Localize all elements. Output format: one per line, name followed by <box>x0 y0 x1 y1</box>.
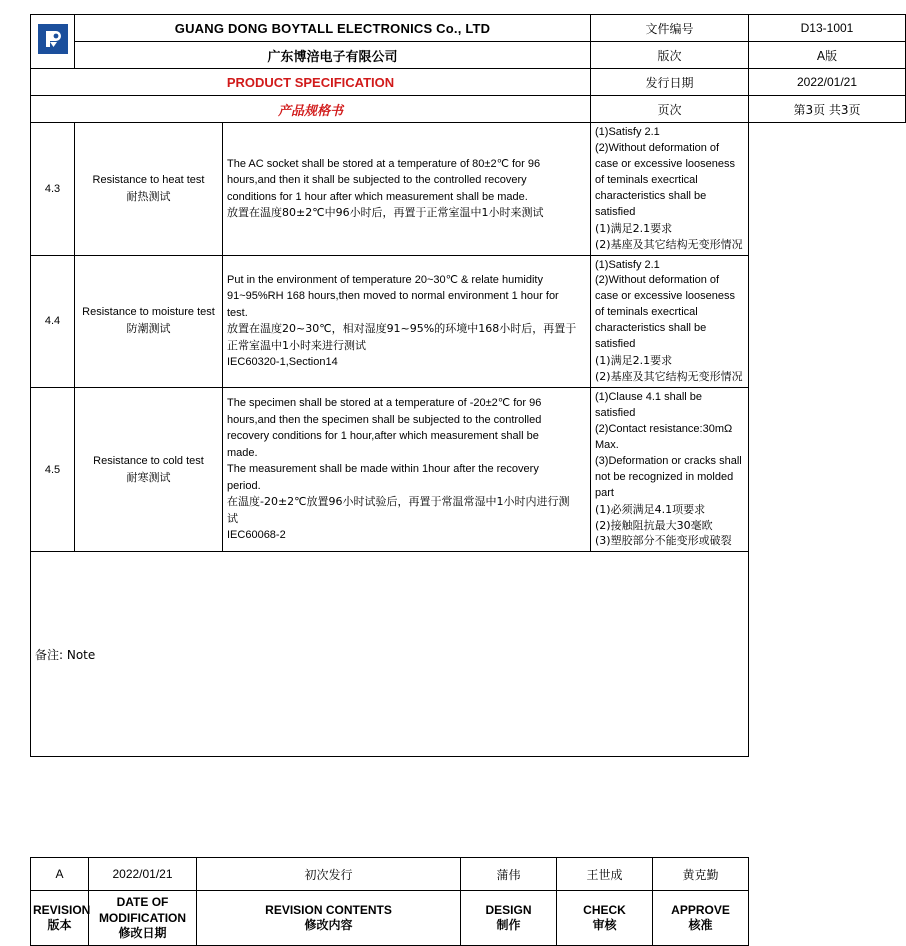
desc-line: recovery conditions for 1 hour,after which measurement shall be <box>227 430 539 443</box>
field-value-3: 第3页 共3页 <box>749 96 906 123</box>
row-item-en: Resistance to moisture test <box>82 306 215 319</box>
note-label: 备注: Note <box>31 552 749 757</box>
desc-line: hours,and then it shall be subjected to the controlled recovery <box>227 174 527 187</box>
row-description <box>223 123 591 256</box>
document-title-en: PRODUCT SPECIFICATION <box>31 69 591 96</box>
desc-line: period. <box>227 479 261 492</box>
revision-label <box>31 891 89 946</box>
specification-table <box>30 14 906 757</box>
desc-line-cn: 放置在温度20~30℃，相对湿度91~95%的环境中168小时后，再置于 <box>227 322 577 336</box>
approve-label <box>653 891 749 946</box>
document-title-cn: 产品规格书 <box>31 96 591 123</box>
req-line: of teminals execrtical <box>595 306 698 319</box>
desc-line: 91~95%RH 168 hours,then moved to normal environment 1 hour for <box>227 290 559 303</box>
field-label-0: 文件编号 <box>591 15 749 42</box>
contents-value: 初次发行 <box>197 858 461 891</box>
desc-line-standard: IEC60320-1,Section14 <box>227 356 338 369</box>
row-item-cn: 耐寒测试 <box>126 470 171 484</box>
req-line: (1)Satisfy 2.1 <box>595 126 660 138</box>
desc-line-standard: IEC60068-2 <box>227 529 286 542</box>
check-value: 王世成 <box>557 858 653 891</box>
company-logo-cell <box>31 15 75 69</box>
req-line: (3)Deformation or cracks shall <box>595 454 742 467</box>
row-requirement <box>591 255 749 388</box>
field-value-1: A版 <box>749 42 906 69</box>
header-row-4 <box>31 96 906 123</box>
approve-label-en: APPROVE <box>671 902 730 917</box>
req-line: satisfied <box>595 338 636 351</box>
row-item-en: Resistance to heat test <box>92 173 205 186</box>
desc-line-cn: 试 <box>227 511 238 525</box>
req-line: case or excessive looseness <box>595 290 736 303</box>
req-line: (1)Satisfy 2.1 <box>595 258 660 271</box>
row-description <box>223 255 591 388</box>
row-item <box>75 388 223 552</box>
row-number: 4.5 <box>31 388 75 552</box>
row-item-cn: 防潮测试 <box>126 322 171 336</box>
req-line: characteristics shall be <box>595 189 707 202</box>
req-line: (2)Without deformation of <box>595 141 720 154</box>
row-description <box>223 388 591 552</box>
req-line: (2)Without deformation of <box>595 274 720 287</box>
desc-line: test. <box>227 306 248 319</box>
approve-value: 黄克勤 <box>653 858 749 891</box>
table-row <box>31 255 906 388</box>
revision-footer-table <box>30 857 749 946</box>
company-name-cn: 广东博涪电子有限公司 <box>75 42 591 69</box>
desc-line: made. <box>227 446 258 459</box>
row-number: 4.3 <box>31 123 75 256</box>
field-value-2: 2022/01/21 <box>749 69 906 96</box>
req-line-cn: (2)基座及其它结构无变形情况 <box>595 370 743 384</box>
desc-line: The specimen shall be stored at a temperature of -20±2℃ for 96 <box>227 397 542 410</box>
req-line-cn: (3)塑胶部分不能变形或破裂 <box>595 534 732 548</box>
req-line-cn: (2)接触阻抗最大30毫欧 <box>595 518 713 532</box>
contents-label-en: REVISION CONTENTS <box>265 902 392 917</box>
req-line-cn: (2)基座及其它结构无变形情况 <box>595 237 743 251</box>
field-label-2: 发行日期 <box>591 69 749 96</box>
company-name-en: GUANG DONG BOYTALL ELECTRONICS Co., LTD <box>75 15 591 42</box>
approve-label-cn: 核准 <box>688 918 713 933</box>
header-row-1 <box>31 15 906 42</box>
date-label-cn: 修改日期 <box>118 926 167 941</box>
desc-line: conditions for 1 hour after which measurement shall be made. <box>227 190 528 203</box>
date-label-en: DATE OF MODIFICATION <box>98 894 187 925</box>
revision-label-en: REVISION <box>33 902 91 917</box>
blank-area <box>30 757 748 857</box>
revision-label-cn: 版本 <box>47 918 72 933</box>
desc-line: Put in the environment of temperature 20~30℃ & relate humidity <box>227 273 543 286</box>
req-line: characteristics shall be <box>595 322 707 335</box>
revision-value: A <box>31 858 89 891</box>
design-value: 蒲伟 <box>461 858 557 891</box>
boytall-logo-icon <box>37 23 69 55</box>
footer-values-row <box>31 858 749 891</box>
design-label <box>461 891 557 946</box>
desc-line: hours,and then the specimen shall be subjected to the controlled <box>227 413 542 426</box>
design-label-en: DESIGN <box>485 902 532 917</box>
desc-line: The AC socket shall be stored at a temperature of 80±2℃ for 96 <box>227 157 541 170</box>
req-line: not be recognized in molded <box>595 470 734 483</box>
desc-line-cn: 放置在温度80±2℃中96小时后，再置于正常室温中1小时来测试 <box>227 206 544 220</box>
date-value: 2022/01/21 <box>89 858 197 891</box>
req-line: of teminals execrtical <box>595 173 698 186</box>
req-line: (2)Contact resistance:30mΩ <box>595 422 733 435</box>
check-label <box>557 891 653 946</box>
check-label-en: CHECK <box>583 902 626 917</box>
desc-line-cn: 正常室温中1小时来进行测试 <box>227 338 366 352</box>
row-item <box>75 255 223 388</box>
contents-label <box>197 891 461 946</box>
contents-label-cn: 修改内容 <box>304 918 353 933</box>
note-row <box>31 552 906 757</box>
design-label-cn: 制作 <box>496 918 521 933</box>
row-requirement <box>591 123 749 256</box>
row-item-cn: 耐热测试 <box>126 189 171 203</box>
req-line: satisfied <box>595 205 636 218</box>
req-line: case or excessive looseness <box>595 157 736 170</box>
req-line: Max. <box>595 438 619 451</box>
field-label-1: 版次 <box>591 42 749 69</box>
footer-labels-row <box>31 891 749 946</box>
req-line-cn: (1)满足2.1要求 <box>595 221 673 235</box>
table-row <box>31 123 906 256</box>
check-label-cn: 审核 <box>592 918 617 933</box>
row-item-en: Resistance to cold test <box>93 454 204 467</box>
field-label-3: 页次 <box>591 96 749 123</box>
row-number: 4.4 <box>31 255 75 388</box>
header-row-2 <box>31 42 906 69</box>
header-row-3 <box>31 69 906 96</box>
row-requirement <box>591 388 749 552</box>
req-line: (1)Clause 4.1 shall be <box>595 391 703 403</box>
desc-line: The measurement shall be made within 1hour after the recovery <box>227 463 539 476</box>
field-value-0: D13-1001 <box>749 15 906 42</box>
date-label <box>89 891 197 946</box>
req-line-cn: (1)必须满足4.1项要求 <box>595 502 706 516</box>
req-line: part <box>595 486 614 499</box>
desc-line-cn: 在温度-20±2℃放置96小时试验后，再置于常温常湿中1小时内进行测 <box>227 495 570 509</box>
req-line: satisfied <box>595 406 636 419</box>
req-line-cn: (1)满足2.1要求 <box>595 354 673 368</box>
row-item <box>75 123 223 256</box>
table-row <box>31 388 906 552</box>
